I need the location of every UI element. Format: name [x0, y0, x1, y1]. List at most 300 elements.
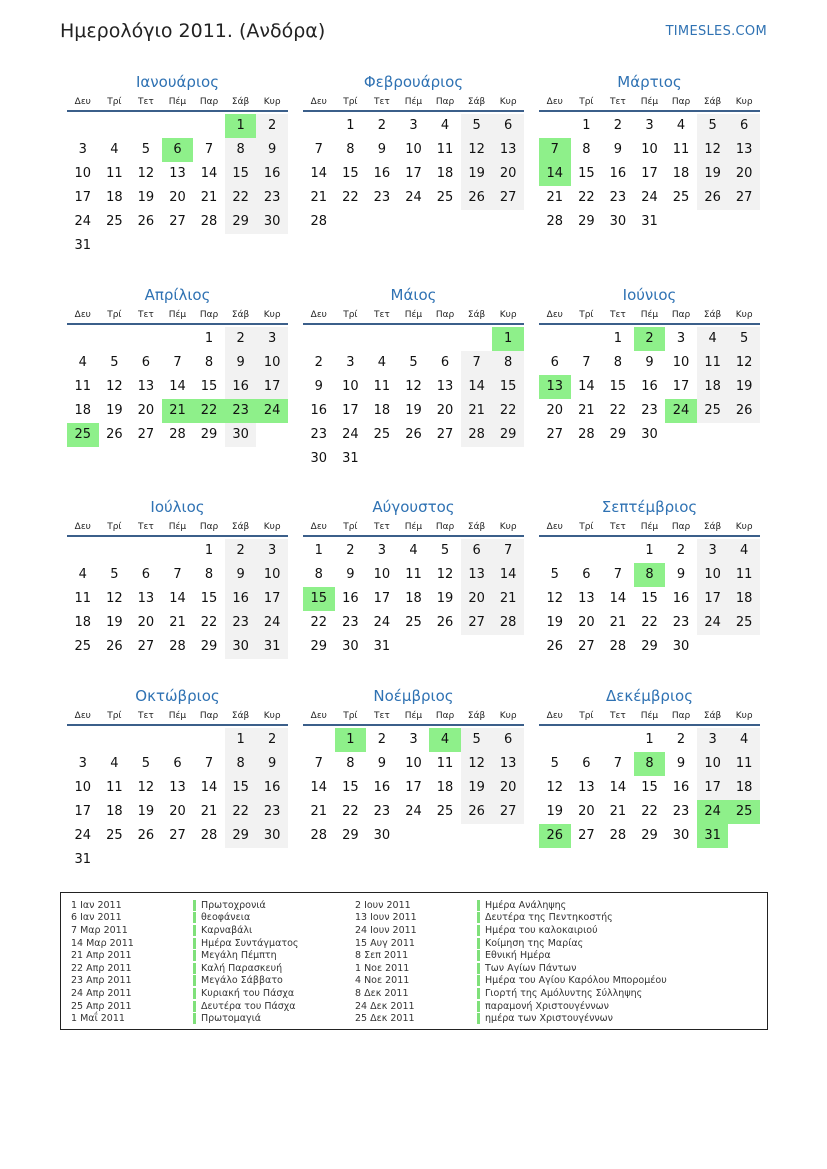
day-cell: 13: [137, 379, 155, 394]
month-block: [67, 285, 288, 447]
weekday-header: [539, 94, 760, 112]
weekday-label: Κυρ: [499, 97, 517, 107]
day-cell: 15: [200, 591, 218, 606]
day-cell: 7: [314, 756, 323, 771]
site-link[interactable]: TIMESLES.COM: [665, 24, 767, 39]
day-cell: 12: [461, 138, 493, 162]
day-cell: 9: [225, 563, 257, 587]
week-row: [67, 824, 288, 848]
day-cell: 8: [492, 351, 524, 375]
legend-item: [71, 949, 298, 962]
day-cell: 29: [641, 639, 658, 654]
day-cell: 21: [461, 399, 493, 423]
day-cell: 6: [582, 756, 591, 771]
empty-day: [429, 635, 461, 659]
legend-item: [355, 924, 667, 937]
day-cell: 1: [225, 728, 257, 752]
day-cell: 22: [641, 615, 658, 630]
day-cell: 28: [578, 427, 595, 442]
weekday-label: Δευ: [546, 310, 563, 320]
day-cell: 29: [641, 828, 658, 843]
week-row: [303, 728, 524, 752]
weekday-label: Κυρ: [735, 522, 753, 532]
month-name: Ιούνιος: [622, 286, 677, 304]
weekday-label: Τρί: [343, 310, 358, 320]
legend-item: [355, 937, 667, 950]
week-row: [303, 186, 524, 210]
holiday-date: 15 Αυγ 2011: [355, 937, 415, 949]
empty-day: [130, 234, 162, 258]
day-cell: 1: [346, 118, 355, 133]
day-cell: 17: [74, 190, 92, 205]
day-cell: 30: [256, 210, 288, 234]
day-cell: 5: [141, 756, 151, 771]
weekday-label: Παρ: [199, 711, 219, 721]
holiday-day-cell: 6: [162, 138, 194, 162]
day-cell: 2: [256, 728, 288, 752]
weekday-label: Κυρ: [263, 310, 281, 320]
day-cell: 14: [609, 591, 627, 606]
day-cell: 18: [74, 403, 92, 418]
month-name: Νοέμβριος: [373, 687, 454, 705]
week-row: [303, 162, 524, 186]
day-cell: 17: [405, 780, 422, 795]
empty-day: [429, 447, 461, 471]
day-cell: 18: [106, 804, 123, 819]
empty-day: [256, 234, 288, 258]
week-row: [67, 848, 288, 872]
day-cell: 30: [373, 828, 391, 843]
day-cell: 30: [225, 423, 257, 447]
month-name: Ιανουάριος: [135, 73, 219, 91]
day-cell: 22: [641, 804, 658, 819]
day-cell: 26: [106, 427, 123, 442]
day-cell: 25: [728, 611, 760, 635]
day-cell: 5: [409, 355, 418, 370]
holiday-day-cell: 8: [634, 752, 666, 776]
day-cell: 5: [461, 114, 493, 138]
day-cell: 20: [492, 776, 524, 800]
holiday-marker: [477, 900, 480, 911]
day-cell: 10: [672, 355, 690, 370]
day-cell: 29: [342, 828, 359, 843]
weekday-label: Δευ: [310, 711, 327, 721]
day-cell: 31: [641, 214, 658, 229]
day-cell: 27: [546, 427, 564, 442]
day-cell: 4: [110, 756, 119, 771]
day-cell: 4: [78, 567, 87, 582]
holiday-date: 8 Δεκ 2011: [355, 987, 409, 999]
weekday-label: Πέμ: [404, 97, 423, 107]
weekday-label: Δευ: [310, 522, 327, 532]
weekday-label: Δευ: [74, 711, 91, 721]
day-cell: 27: [169, 214, 186, 229]
day-cell: 12: [106, 379, 123, 394]
day-cell: 19: [546, 804, 564, 819]
day-cell: 22: [342, 190, 359, 205]
day-cell: 4: [728, 728, 760, 752]
day-cell: 25: [672, 190, 690, 205]
day-cell: 8: [346, 142, 355, 157]
day-cell: 4: [110, 142, 119, 157]
holiday-name: Πρωτομαγιά: [201, 1013, 262, 1025]
empty-day: [398, 210, 430, 234]
day-cell: 25: [436, 190, 454, 205]
empty-day: [665, 210, 697, 234]
week-row: [67, 776, 288, 800]
day-cell: 13: [137, 591, 155, 606]
day-cell: 14: [492, 563, 524, 587]
week-row: [303, 563, 524, 587]
holiday-day-cell: 23: [225, 399, 257, 423]
day-cell: 9: [676, 756, 686, 771]
empty-day: [162, 327, 194, 351]
weekday-label: Πέμ: [404, 522, 423, 532]
weekday-header: [303, 708, 524, 726]
day-cell: 6: [440, 355, 450, 370]
month-block: [539, 686, 760, 848]
week-row: [539, 539, 760, 563]
day-cell: 13: [169, 166, 186, 181]
day-cell: 27: [137, 639, 155, 654]
day-cell: 28: [310, 214, 328, 229]
holiday-marker: [193, 925, 196, 936]
day-cell: 14: [169, 379, 186, 394]
empty-day: [461, 327, 493, 351]
day-cell: 9: [645, 355, 654, 370]
day-cell: 18: [106, 190, 123, 205]
day-cell: 12: [137, 780, 155, 795]
day-cell: 11: [436, 756, 454, 771]
day-cell: 12: [137, 166, 155, 181]
day-cell: 11: [405, 567, 422, 582]
legend-item: [355, 987, 667, 1000]
day-cell: 6: [728, 114, 760, 138]
day-cell: 7: [613, 567, 623, 582]
empty-day: [492, 635, 524, 659]
week-row: [303, 138, 524, 162]
weekday-header: [303, 94, 524, 112]
day-cell: 14: [461, 375, 493, 399]
holiday-name: Γιορτή της Αμόλυντης Σύλληψης: [485, 987, 643, 999]
empty-day: [539, 539, 571, 563]
weekday-label: Παρ: [671, 310, 691, 320]
holiday-marker: [193, 1013, 196, 1024]
day-cell: 8: [346, 756, 355, 771]
empty-day: [398, 635, 430, 659]
day-cell: 15: [225, 776, 257, 800]
day-cell: 4: [676, 118, 686, 133]
week-row: [539, 728, 760, 752]
day-cell: 20: [578, 804, 595, 819]
week-row: [303, 800, 524, 824]
legend-item: [355, 1012, 667, 1025]
holiday-name: Μεγάλο Σάββατο: [201, 975, 283, 987]
day-cell: 18: [728, 587, 760, 611]
week-row: [303, 114, 524, 138]
legend-item: [355, 949, 667, 962]
empty-day: [99, 114, 131, 138]
day-cell: 14: [578, 379, 595, 394]
legend-item: [71, 975, 298, 988]
week-row: [539, 423, 760, 447]
day-cell: 16: [310, 403, 328, 418]
holiday-name: παραμονή Χριστουγέννων: [485, 1000, 609, 1012]
holiday-marker: [193, 950, 196, 961]
holiday-day-cell: 31: [697, 824, 729, 848]
weekday-label: Δευ: [546, 711, 563, 721]
day-cell: 31: [256, 635, 288, 659]
holiday-day-cell: 24: [665, 399, 697, 423]
empty-day: [571, 539, 603, 563]
day-cell: 2: [225, 539, 257, 563]
empty-day: [398, 447, 430, 471]
day-cell: 31: [342, 451, 359, 466]
day-cell: 29: [200, 639, 218, 654]
week-row: [303, 824, 524, 848]
day-cell: 17: [342, 403, 359, 418]
day-cell: 10: [641, 142, 658, 157]
holiday-date: 2 Ιουν 2011: [355, 899, 411, 911]
day-cell: 30: [256, 824, 288, 848]
empty-day: [539, 114, 571, 138]
day-cell: 22: [310, 615, 328, 630]
week-row: [303, 351, 524, 375]
day-cell: 2: [314, 355, 323, 370]
holiday-marker: [477, 963, 480, 974]
holiday-marker: [477, 1001, 480, 1012]
empty-day: [461, 447, 493, 471]
day-cell: 17: [697, 587, 729, 611]
holiday-name: Καλή Παρασκευή: [201, 962, 283, 974]
day-cell: 3: [377, 543, 387, 558]
day-cell: 18: [373, 403, 391, 418]
weekday-label: Σάβ: [467, 97, 486, 107]
holiday-day-cell: 21: [162, 399, 194, 423]
week-row: [67, 587, 288, 611]
day-cell: 7: [613, 756, 623, 771]
week-row: [539, 399, 760, 423]
day-cell: 10: [405, 756, 422, 771]
day-cell: 8: [613, 355, 623, 370]
empty-day: [728, 210, 760, 234]
day-cell: 12: [697, 138, 729, 162]
holiday-marker: [477, 950, 480, 961]
weekday-label: Παρ: [199, 97, 219, 107]
holiday-day-cell: 8: [634, 563, 666, 587]
holiday-day-cell: 25: [67, 423, 99, 447]
day-cell: 11: [74, 379, 92, 394]
empty-day: [429, 824, 461, 848]
day-cell: 30: [672, 639, 690, 654]
holiday-marker: [477, 938, 480, 949]
holiday-date: 8 Σεπ 2011: [355, 950, 409, 962]
day-cell: 26: [436, 615, 454, 630]
day-cell: 5: [461, 728, 493, 752]
day-cell: 11: [436, 142, 454, 157]
day-cell: 23: [373, 190, 391, 205]
day-cell: 23: [310, 427, 328, 442]
weekday-label: Τρί: [579, 522, 594, 532]
weekday-label: Πέμ: [404, 310, 423, 320]
holiday-date: 7 Μαρ 2011: [71, 924, 128, 936]
day-cell: 20: [728, 162, 760, 186]
day-cell: 29: [609, 427, 627, 442]
weekday-label: Τρί: [343, 711, 358, 721]
day-cell: 16: [225, 375, 257, 399]
day-cell: 17: [641, 166, 658, 181]
day-cell: 16: [256, 776, 288, 800]
day-cell: 13: [169, 780, 186, 795]
empty-day: [571, 327, 603, 351]
day-cell: 27: [461, 611, 493, 635]
day-cell: 12: [106, 591, 123, 606]
day-cell: 29: [578, 214, 595, 229]
empty-day: [728, 423, 760, 447]
week-row: [67, 635, 288, 659]
day-cell: 12: [436, 567, 454, 582]
day-cell: 28: [609, 828, 627, 843]
day-cell: 25: [373, 427, 391, 442]
day-cell: 19: [728, 375, 760, 399]
day-cell: 1: [645, 732, 654, 747]
day-cell: 13: [728, 138, 760, 162]
holiday-name: θεοφάνεια: [201, 912, 251, 924]
day-cell: 28: [492, 611, 524, 635]
legend-item: [71, 937, 298, 950]
day-cell: 2: [377, 118, 387, 133]
day-cell: 8: [314, 567, 323, 582]
holiday-day-cell: 26: [539, 824, 571, 848]
weekday-header: [67, 94, 288, 112]
day-cell: 22: [492, 399, 524, 423]
week-row: [67, 162, 288, 186]
day-cell: 18: [436, 780, 454, 795]
day-cell: 11: [106, 780, 123, 795]
empty-day: [193, 848, 225, 872]
empty-day: [429, 210, 461, 234]
day-cell: 4: [377, 355, 387, 370]
day-cell: 18: [728, 776, 760, 800]
holiday-legend: [60, 892, 768, 1030]
week-row: [303, 375, 524, 399]
holiday-name: Μεγάλη Πέμπτη: [201, 950, 277, 962]
holiday-day-cell: 1: [492, 327, 524, 351]
day-cell: 9: [314, 379, 323, 394]
day-cell: 3: [78, 756, 87, 771]
day-cell: 25: [436, 804, 454, 819]
empty-day: [728, 635, 760, 659]
day-cell: 14: [200, 166, 218, 181]
holiday-day-cell: 22: [193, 399, 225, 423]
holiday-date: 21 Απρ 2011: [71, 950, 132, 962]
day-cell: 16: [609, 166, 627, 181]
week-row: [539, 351, 760, 375]
holiday-marker: [193, 900, 196, 911]
weekday-label: Σάβ: [467, 310, 486, 320]
day-cell: 1: [314, 543, 323, 558]
empty-day: [303, 728, 335, 752]
legend-column-right: [355, 899, 667, 1025]
day-cell: 1: [613, 331, 623, 346]
month-block: [67, 686, 288, 872]
weekday-label: Παρ: [435, 310, 455, 320]
weekday-label: Σάβ: [231, 711, 250, 721]
weekday-label: Τετ: [610, 310, 626, 320]
holiday-date: 6 Ιαν 2011: [71, 912, 122, 924]
day-cell: 17: [256, 587, 288, 611]
empty-day: [429, 327, 461, 351]
weekday-label: Σάβ: [703, 97, 722, 107]
weekday-label: Τετ: [610, 522, 626, 532]
day-cell: 7: [173, 355, 182, 370]
weekday-label: Δευ: [74, 310, 91, 320]
day-cell: 15: [492, 375, 524, 399]
day-cell: 19: [546, 615, 564, 630]
holiday-marker: [477, 988, 480, 999]
day-cell: 24: [256, 611, 288, 635]
weekday-header: [303, 519, 524, 537]
weekday-label: Σάβ: [467, 711, 486, 721]
month-name: Αύγουστος: [372, 498, 455, 516]
weekday-label: Δευ: [310, 310, 327, 320]
day-cell: 9: [676, 567, 686, 582]
legend-item: [71, 924, 298, 937]
empty-day: [335, 327, 367, 351]
weekday-label: Κυρ: [499, 711, 517, 721]
weekday-header: [67, 708, 288, 726]
day-cell: 23: [256, 800, 288, 824]
day-cell: 24: [373, 615, 391, 630]
day-cell: 26: [405, 427, 422, 442]
week-row: [67, 563, 288, 587]
day-cell: 20: [137, 615, 155, 630]
legend-item: [71, 962, 298, 975]
day-cell: 11: [74, 591, 92, 606]
month-name: Φεβρουάριος: [363, 73, 464, 91]
day-cell: 13: [436, 379, 454, 394]
week-row: [539, 138, 760, 162]
day-cell: 22: [225, 800, 257, 824]
empty-day: [99, 327, 131, 351]
day-cell: 11: [728, 563, 760, 587]
day-cell: 1: [582, 118, 591, 133]
day-cell: 21: [310, 190, 328, 205]
holiday-name: Δευτέρα της Πεντηκοστής: [485, 912, 613, 924]
day-cell: 2: [225, 327, 257, 351]
empty-day: [193, 728, 225, 752]
day-cell: 4: [409, 543, 418, 558]
holiday-day-cell: 13: [539, 375, 571, 399]
month-block: [539, 285, 760, 447]
day-cell: 7: [204, 756, 214, 771]
day-cell: 21: [492, 587, 524, 611]
day-cell: 19: [137, 190, 155, 205]
day-cell: 28: [310, 828, 328, 843]
day-cell: 27: [169, 828, 186, 843]
legend-item: [355, 962, 667, 975]
day-cell: 19: [137, 804, 155, 819]
week-row: [67, 800, 288, 824]
day-cell: 16: [672, 780, 690, 795]
weekday-label: Κυρ: [735, 711, 753, 721]
day-cell: 3: [409, 118, 418, 133]
month-name: Μάιος: [390, 286, 437, 304]
weekday-header: [539, 307, 760, 325]
week-row: [303, 635, 524, 659]
day-cell: 21: [200, 804, 218, 819]
empty-day: [256, 848, 288, 872]
